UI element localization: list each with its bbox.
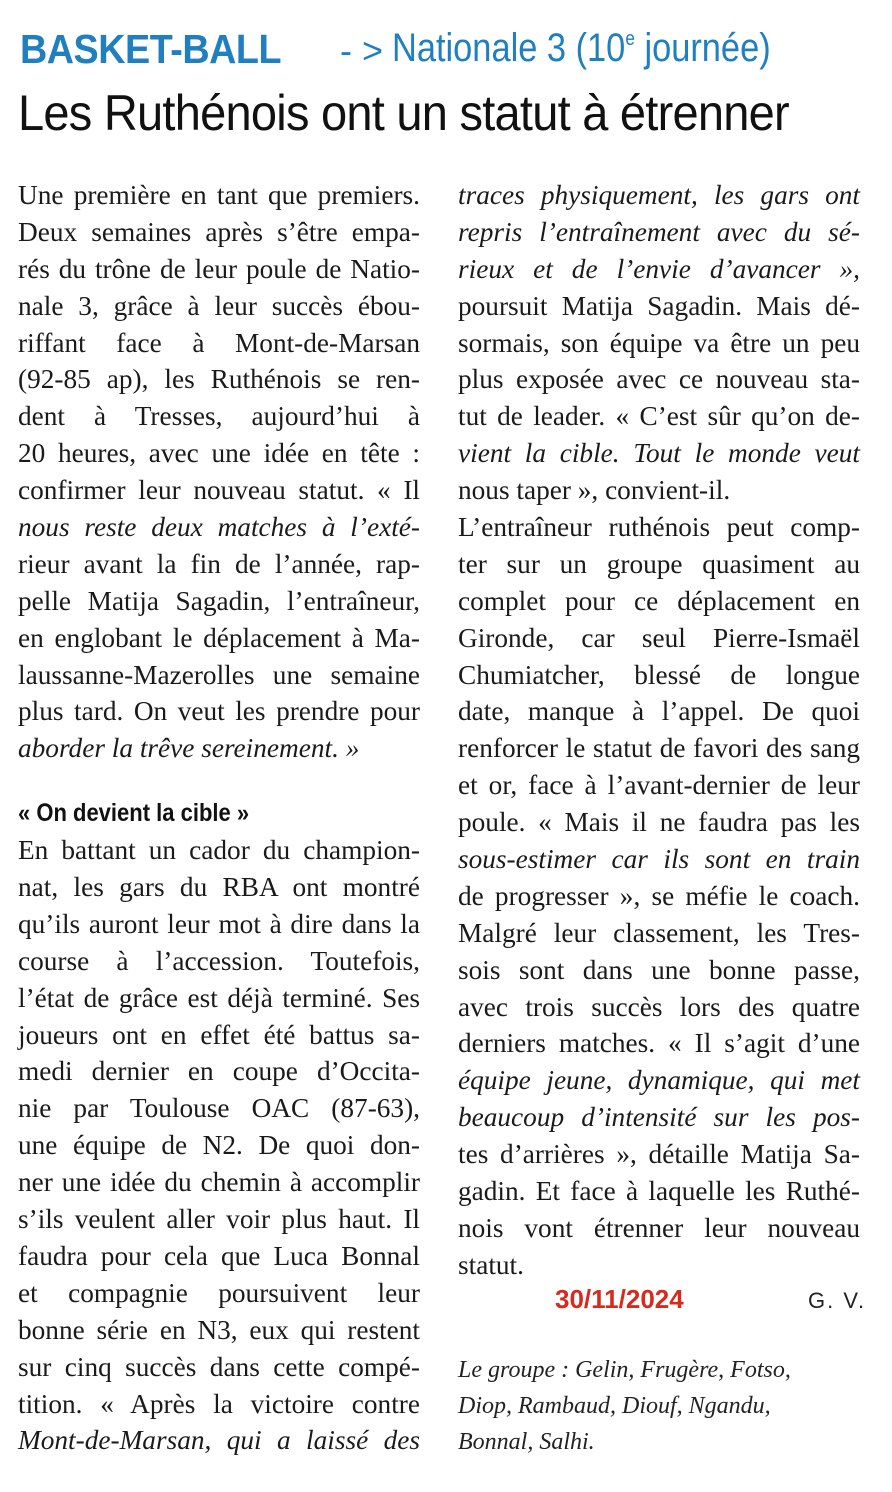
- text-line: faudra pour cela que Luca Bonnal: [18, 1240, 420, 1271]
- text-line: gadin. Et face à laquelle les Ruthé-: [458, 1176, 860, 1207]
- text-line: qu’ils auront leur mot à dire dans la: [18, 908, 420, 939]
- text-line: s’ils veulent aller voir plus haut. Il: [18, 1204, 420, 1235]
- text-line: 20 heures, avec une idée en tête :: [18, 438, 420, 469]
- text-line: Malgré leur classement, les Tres-: [458, 917, 860, 948]
- text-line: de progresser », se méfie le coach.: [458, 880, 860, 911]
- text-line: Gironde, car seul Pierre-Ismaël: [458, 622, 860, 653]
- text-line: Mont-de-Marsan, qui a laissé des: [18, 1425, 420, 1456]
- roster-line: Diop, Rambaud, Diouf, Ngandu,: [458, 1393, 771, 1419]
- text-line: renforcer le statut de favori des sang: [458, 733, 860, 764]
- text-line: nous taper », convient-il.: [458, 475, 731, 506]
- text-line: En battant un cador du champion-: [18, 835, 420, 866]
- text-line: poursuit Matija Sagadin. Mais dé-: [458, 290, 860, 321]
- text-line: complet pour ce déplacement en: [458, 585, 860, 616]
- text-line: (92-85 ap), les Ruthénois se ren-: [18, 364, 420, 395]
- text-line: pelle Matija Sagadin, l’entraîneur,: [18, 585, 420, 616]
- roster-line: Le groupe : Gelin, Frugère, Fotso,: [458, 1357, 791, 1383]
- roster-line: Bonnal, Salhi.: [458, 1429, 595, 1455]
- author-signature: G. V.: [808, 1288, 867, 1313]
- league-prefix: Nationale 3 (10: [392, 26, 626, 70]
- text-line: dent à Tresses, aujourd’hui à: [18, 401, 420, 432]
- league-ordinal: e: [625, 28, 635, 50]
- kicker-arrow: - >: [340, 30, 384, 71]
- article-subhead: « On devient la cible »: [18, 799, 250, 828]
- text-line: statut.: [458, 1249, 524, 1280]
- text-line: vient la cible. Tout le monde veut: [458, 438, 860, 469]
- team-roster: [458, 1352, 878, 1460]
- text-line: ner une idée du chemin à accomplir: [18, 1167, 420, 1198]
- text-line: sous-estimer car ils sont en train: [458, 844, 860, 875]
- text-line: tes d’arrières », détaille Matija Sa-: [458, 1139, 860, 1170]
- text-line: confirmer leur nouveau statut. « Il: [18, 475, 420, 506]
- text-line: nat, les gars du RBA ont montré: [18, 872, 420, 903]
- sport-rubric: BASKET-BALL: [20, 26, 282, 72]
- text-line: repris l’entraînement avec du sé-: [458, 216, 860, 247]
- right-column: [458, 177, 860, 1284]
- text-line: équipe jeune, dynamique, qui met: [458, 1065, 860, 1096]
- left-column: [18, 177, 420, 1459]
- text-line: l’état de grâce est déjà terminé. Ses: [18, 982, 420, 1013]
- text-line: aborder la trêve sereinement. »: [18, 733, 360, 764]
- text-line: et compagnie poursuivent leur: [18, 1277, 420, 1308]
- text-line: une équipe de N2. De quoi don-: [18, 1130, 420, 1161]
- text-line: rieux et de l’envie d’avancer »,: [458, 253, 860, 284]
- text-line: course à l’accession. Toutefois,: [18, 945, 420, 976]
- text-line: plus tard. On veut les prendre pour: [18, 696, 420, 727]
- text-line: plus exposée avec ce nouveau sta-: [458, 364, 860, 395]
- article-headline: Les Ruthénois ont un statut à étrenner: [18, 85, 789, 141]
- text-line: laussanne-Mazerolles une semaine: [18, 659, 420, 690]
- text-line: medi dernier en coupe d’Occita-: [18, 1056, 420, 1087]
- text-line: beaucoup d’intensité sur les pos-: [458, 1102, 860, 1133]
- text-line: bonne série en N3, eux qui restent: [18, 1314, 420, 1345]
- text-line: rés du trône de leur poule de Natio-: [18, 253, 420, 284]
- text-line: nale 3, grâce à leur succès ébou-: [18, 290, 420, 321]
- date-stamp: 30/11/2024: [555, 1284, 684, 1314]
- text-line: derniers matches. « Il s’agit d’une: [458, 1028, 860, 1059]
- text-line: riffant face à Mont-de-Marsan: [18, 327, 420, 358]
- text-line: joueurs ont en effet été battus sa-: [18, 1019, 420, 1050]
- text-line: poule. « Mais il ne faudra pas les: [458, 807, 860, 838]
- text-line: sormais, son équipe va être un peu: [458, 327, 860, 358]
- text-line: traces physiquement, les gars ont: [458, 180, 860, 210]
- text-line: nois vont étrenner leur nouveau: [458, 1212, 860, 1243]
- text-line: Chumiatcher, blessé de longue: [458, 659, 860, 690]
- text-line: nie par Toulouse OAC (87-63),: [18, 1093, 420, 1124]
- league-label: [392, 26, 771, 71]
- section-kicker: [20, 26, 771, 80]
- text-line: sur cinq succès dans cette compé-: [18, 1351, 420, 1382]
- text-line: ter sur un groupe quasiment au: [458, 548, 860, 579]
- text-line: sois sont dans une bonne passe,: [458, 954, 860, 985]
- text-line: L’entraîneur ruthénois peut comp-: [458, 512, 860, 543]
- league-suffix: journée): [634, 26, 771, 70]
- text-line: en englobant le déplacement à Ma-: [18, 622, 420, 653]
- text-line: et or, face à l’avant-dernier de leur: [458, 770, 860, 801]
- text-line: avec trois succès lors des quatre: [458, 991, 860, 1022]
- text-line: rieur avant la fin de l’année, rap-: [18, 548, 420, 579]
- text-line: nous reste deux matches à l’exté-: [18, 512, 420, 543]
- text-line: date, manque à l’appel. De quoi: [458, 696, 860, 727]
- text-line: Une première en tant que premiers.: [18, 180, 420, 210]
- text-line: tut de leader. « C’est sûr qu’on de-: [458, 401, 860, 432]
- text-line: tition. « Après la victoire contre: [18, 1388, 420, 1419]
- text-line: Deux semaines après s’être empa-: [18, 216, 420, 247]
